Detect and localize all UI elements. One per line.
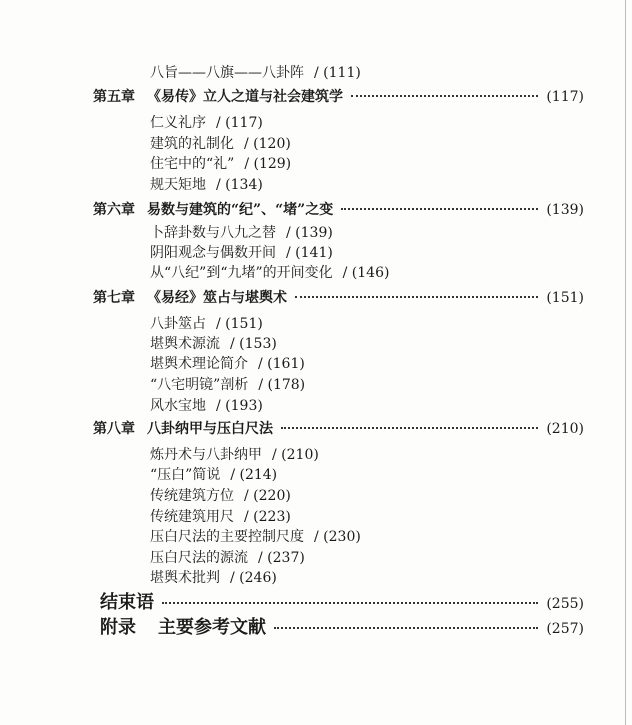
- chapter-page: (117): [546, 89, 584, 105]
- toc-entry: [150, 528, 361, 546]
- entry-label: 堪舆术源流: [150, 336, 220, 352]
- chapter-title: 易数与建筑的“纪”、“堵”之变: [147, 202, 334, 218]
- entry-page: / (237): [258, 550, 305, 566]
- entry-page: / (246): [230, 570, 277, 586]
- entry-page: / (141): [286, 245, 333, 261]
- entry-label: 传统建筑方位: [150, 488, 234, 504]
- entry-page: / (210): [272, 447, 319, 463]
- toc-entry: [150, 508, 291, 526]
- chapter-6-heading: [93, 201, 584, 219]
- entry-page: / (153): [230, 336, 277, 352]
- dot-leader: [295, 296, 538, 298]
- appendix-heading: [100, 616, 584, 641]
- appendix-title: 主要参考文献: [158, 617, 266, 638]
- toc-entry: [150, 355, 305, 373]
- entry-label: 住宅中的“礼”: [150, 156, 235, 172]
- entry-page: / (161): [258, 356, 305, 372]
- entry-page: / (139): [286, 225, 333, 241]
- entry-label: “八宅明镜”剖析: [150, 377, 249, 393]
- toc-entry: [150, 315, 263, 333]
- entry-label: 阴阳观念与偶数开间: [150, 245, 276, 261]
- chapter-number: 第七章: [93, 290, 135, 306]
- chapter-page: (210): [546, 421, 584, 437]
- entry-page: / (111): [314, 65, 361, 81]
- chapter-page: (139): [546, 202, 584, 218]
- chapter-7-heading: [93, 289, 584, 307]
- toc-entry: [150, 135, 291, 153]
- toc-entry: [150, 569, 277, 587]
- chapter-title: 八卦纳甲与压白尺法: [147, 421, 273, 437]
- toc-entry: [150, 155, 291, 173]
- entry-page: / (151): [216, 316, 263, 332]
- entry-label: 堪舆术批判: [150, 570, 220, 586]
- toc-entry: [150, 446, 319, 464]
- chapter-8-heading: [93, 420, 584, 438]
- dot-leader: [341, 208, 538, 210]
- toc-entry: [150, 176, 263, 194]
- entry-label: 建筑的礼制化: [150, 136, 234, 152]
- dot-leader: [162, 602, 538, 604]
- entry-page: / (178): [258, 377, 306, 393]
- entry-page: / (223): [244, 509, 291, 525]
- entry-label: 压白尺法的主要控制尺度: [150, 529, 304, 545]
- chapter-5-heading: [93, 88, 584, 106]
- toc-entry: [150, 376, 305, 394]
- conclusion-heading: [100, 591, 584, 616]
- entry-page: / (146): [342, 265, 390, 281]
- dot-leader: [281, 427, 538, 429]
- entry-page: / (214): [230, 467, 278, 483]
- chapter-page: (151): [546, 290, 584, 306]
- toc-entry-intro: [150, 64, 361, 82]
- toc-entry: [150, 264, 389, 282]
- entry-page: / (220): [244, 488, 291, 504]
- entry-label: 炼丹术与八卦纳甲: [150, 447, 262, 463]
- entry-page: / (120): [244, 136, 291, 152]
- entry-label: 传统建筑用尺: [150, 509, 234, 525]
- dot-leader: [274, 627, 538, 629]
- appendix-page: (257): [546, 621, 584, 637]
- conclusion-page: (255): [546, 596, 584, 612]
- toc-entry: [150, 114, 263, 132]
- entry-label: 仁义礼序: [150, 115, 206, 131]
- entry-label: 八旨——八旗——八卦阵: [150, 65, 304, 81]
- chapter-number: 第六章: [93, 202, 135, 218]
- entry-page: / (134): [216, 177, 263, 193]
- toc-entry: [150, 466, 277, 484]
- entry-page: / (193): [216, 398, 263, 414]
- entry-label: 卜辞卦数与八九之替: [150, 225, 276, 241]
- page-edge: [625, 0, 626, 725]
- dot-leader: [351, 95, 538, 97]
- chapter-title: 《易经》筮占与堪舆术: [147, 290, 287, 306]
- entry-label: 堪舆术理论简介: [150, 356, 248, 372]
- chapter-title: 《易传》立人之道与社会建筑学: [147, 89, 343, 105]
- entry-page: / (117): [216, 115, 263, 131]
- appendix-label: 附录: [100, 617, 136, 638]
- entry-label: 风水宝地: [150, 398, 206, 414]
- conclusion-label: 结束语: [100, 592, 154, 613]
- entry-label: 从“八纪”到“九堵”的开间变化: [150, 265, 333, 281]
- toc-entry: [150, 397, 263, 415]
- entry-label: “压白”简说: [150, 467, 221, 483]
- toc-entry: [150, 224, 333, 242]
- entry-page: / (230): [314, 529, 361, 545]
- entry-page: / (129): [244, 156, 292, 172]
- toc-entry: [150, 487, 291, 505]
- chapter-number: 第五章: [93, 89, 135, 105]
- entry-label: 八卦筮占: [150, 316, 206, 332]
- chapter-number: 第八章: [93, 421, 135, 437]
- entry-label: 压白尺法的源流: [150, 550, 248, 566]
- toc-entry: [150, 335, 277, 353]
- toc-entry: [150, 549, 305, 567]
- entry-label: 规天矩地: [150, 177, 206, 193]
- toc-entry: [150, 244, 333, 262]
